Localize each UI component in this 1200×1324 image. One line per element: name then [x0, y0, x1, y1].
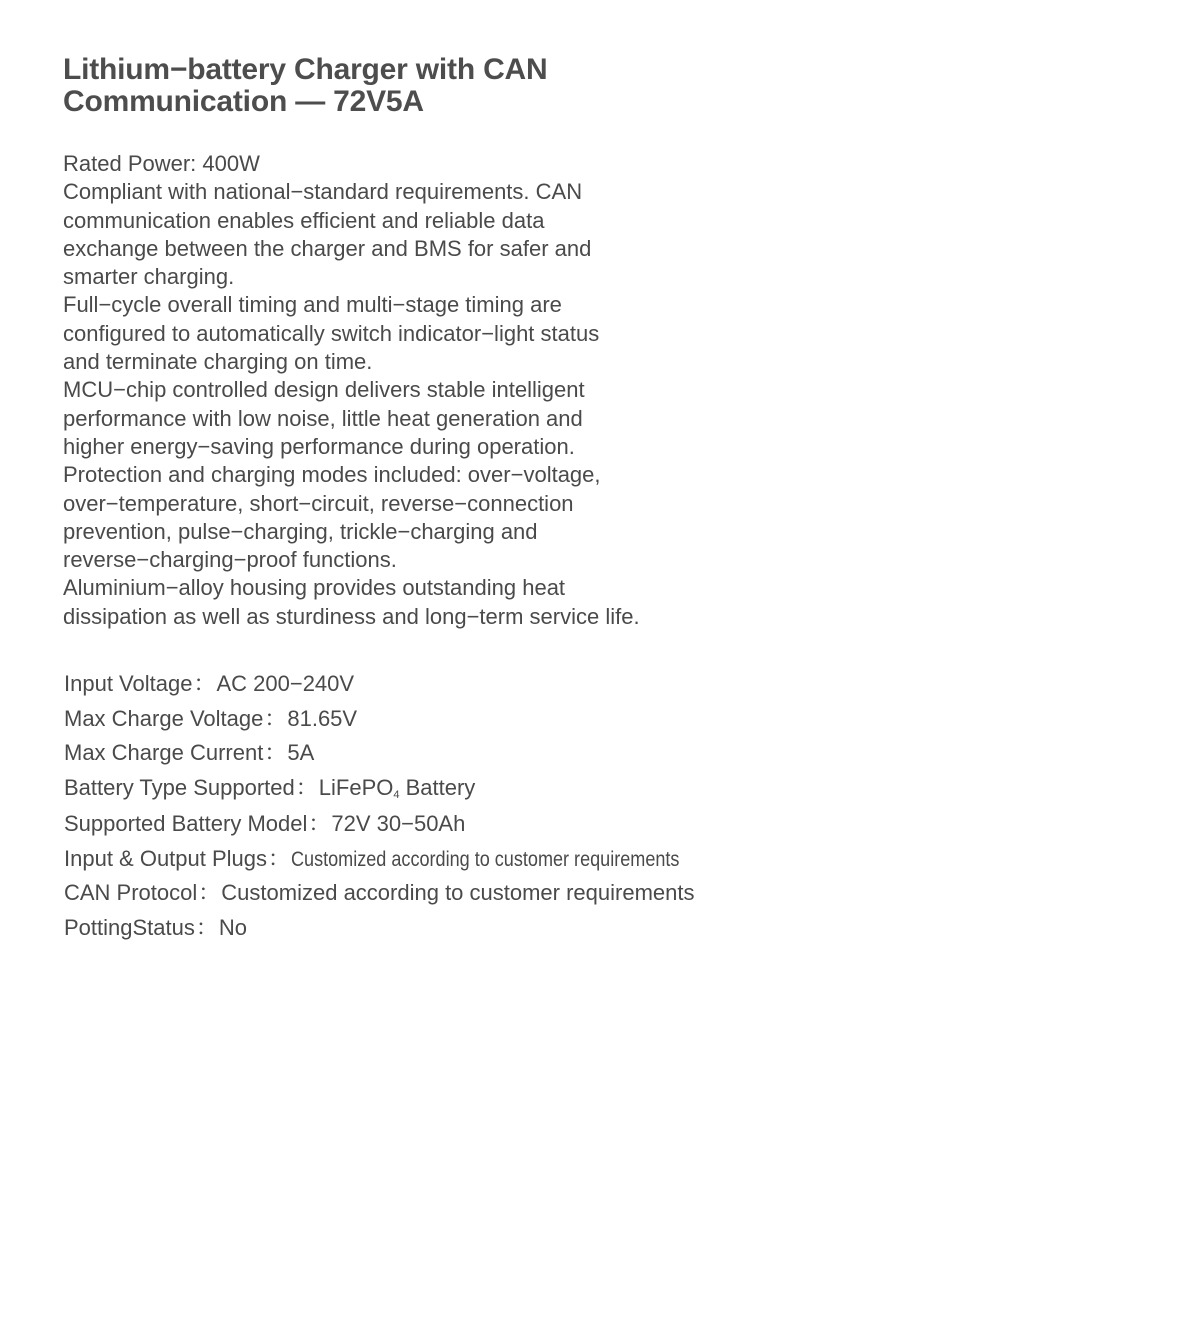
spec-value: AC 200−240V [216, 671, 355, 696]
spec-label: Max Charge Voltage [64, 705, 264, 731]
spec-separator: ： [268, 845, 291, 871]
spec-separator: ： [264, 705, 287, 731]
spec-separator: ： [264, 740, 287, 765]
spec-separator: ： [308, 811, 331, 836]
spec-value: No [218, 914, 248, 940]
spec-label: CAN Protocol [64, 880, 198, 905]
description-line: Aluminium−alloy housing provides outstanding heat [63, 575, 566, 601]
spec-label: Battery Type Supported [64, 774, 295, 800]
spec-label: Input & Output Plugs [64, 845, 268, 871]
description-line: communication enables efficient and reliable data [63, 207, 545, 233]
spec-label: Max Charge Current [64, 740, 264, 765]
battery-chemistry: LiFePO [318, 774, 394, 800]
spec-value: 5A [287, 740, 315, 765]
description-line: configured to automatically switch indicator−light status [63, 320, 600, 346]
spec-label: PottingStatus [64, 914, 195, 940]
spec-separator: ： [198, 880, 221, 905]
spec-row-input-voltage [64, 667, 743, 702]
description-line: higher energy−saving performance during operation. [63, 433, 575, 459]
product-title [63, 54, 547, 118]
spec-separator: ： [193, 671, 216, 696]
description-line: and terminate charging on time. [63, 349, 373, 375]
spec-row-max-charge-current [64, 736, 743, 771]
spec-value: 72V 30−50Ah [331, 811, 466, 836]
spec-row-potting-status [64, 911, 743, 946]
spec-value: Customized according to customer requirements [221, 880, 695, 905]
spec-separator: ： [295, 774, 318, 800]
spec-list [64, 667, 743, 945]
spec-row-can-protocol [64, 876, 743, 911]
spec-label: Supported Battery Model [64, 811, 308, 836]
spec-row-max-charge-voltage [64, 702, 743, 737]
description-line: reverse−charging−proof functions. [63, 547, 397, 573]
description-line: dissipation as well as sturdiness and long−term service life. [63, 603, 640, 629]
description-line: prevention, pulse−charging, trickle−charging and [63, 518, 538, 544]
description-line: Rated Power: 400W [63, 151, 260, 176]
product-description [63, 150, 763, 631]
spec-row-battery-model [64, 807, 743, 842]
description-line: smarter charging. [63, 264, 235, 290]
spec-value: 81.65V [287, 705, 358, 731]
description-line: Full−cycle overall timing and multi−stage timing are [63, 292, 562, 318]
battery-chemistry-subscript: 4 [393, 788, 400, 801]
description-line: MCU−chip controlled design delivers stable intelligent [63, 377, 585, 403]
description-line: performance with low noise, little heat generation and [63, 405, 583, 431]
spec-label: Input Voltage [64, 671, 193, 696]
battery-type-suffix: Battery [399, 774, 476, 800]
spec-value: Customized according to customer requirements [291, 847, 680, 871]
description-line: Protection and charging modes included: over−voltage, [63, 462, 601, 488]
product-title-line-2: Communication — 72V5A [63, 85, 424, 118]
description-line: exchange between the charger and BMS for safer and [63, 235, 592, 261]
spec-separator: ： [195, 914, 218, 940]
spec-value [319, 775, 476, 800]
product-title-line-1: Lithium−battery Charger with CAN [63, 53, 548, 86]
spec-row-plugs [64, 842, 743, 877]
description-line: Compliant with national−standard requirements. CAN [63, 179, 583, 205]
description-line: over−temperature, short−circuit, reverse−connection [63, 490, 574, 516]
spec-row-battery-type [64, 771, 743, 808]
